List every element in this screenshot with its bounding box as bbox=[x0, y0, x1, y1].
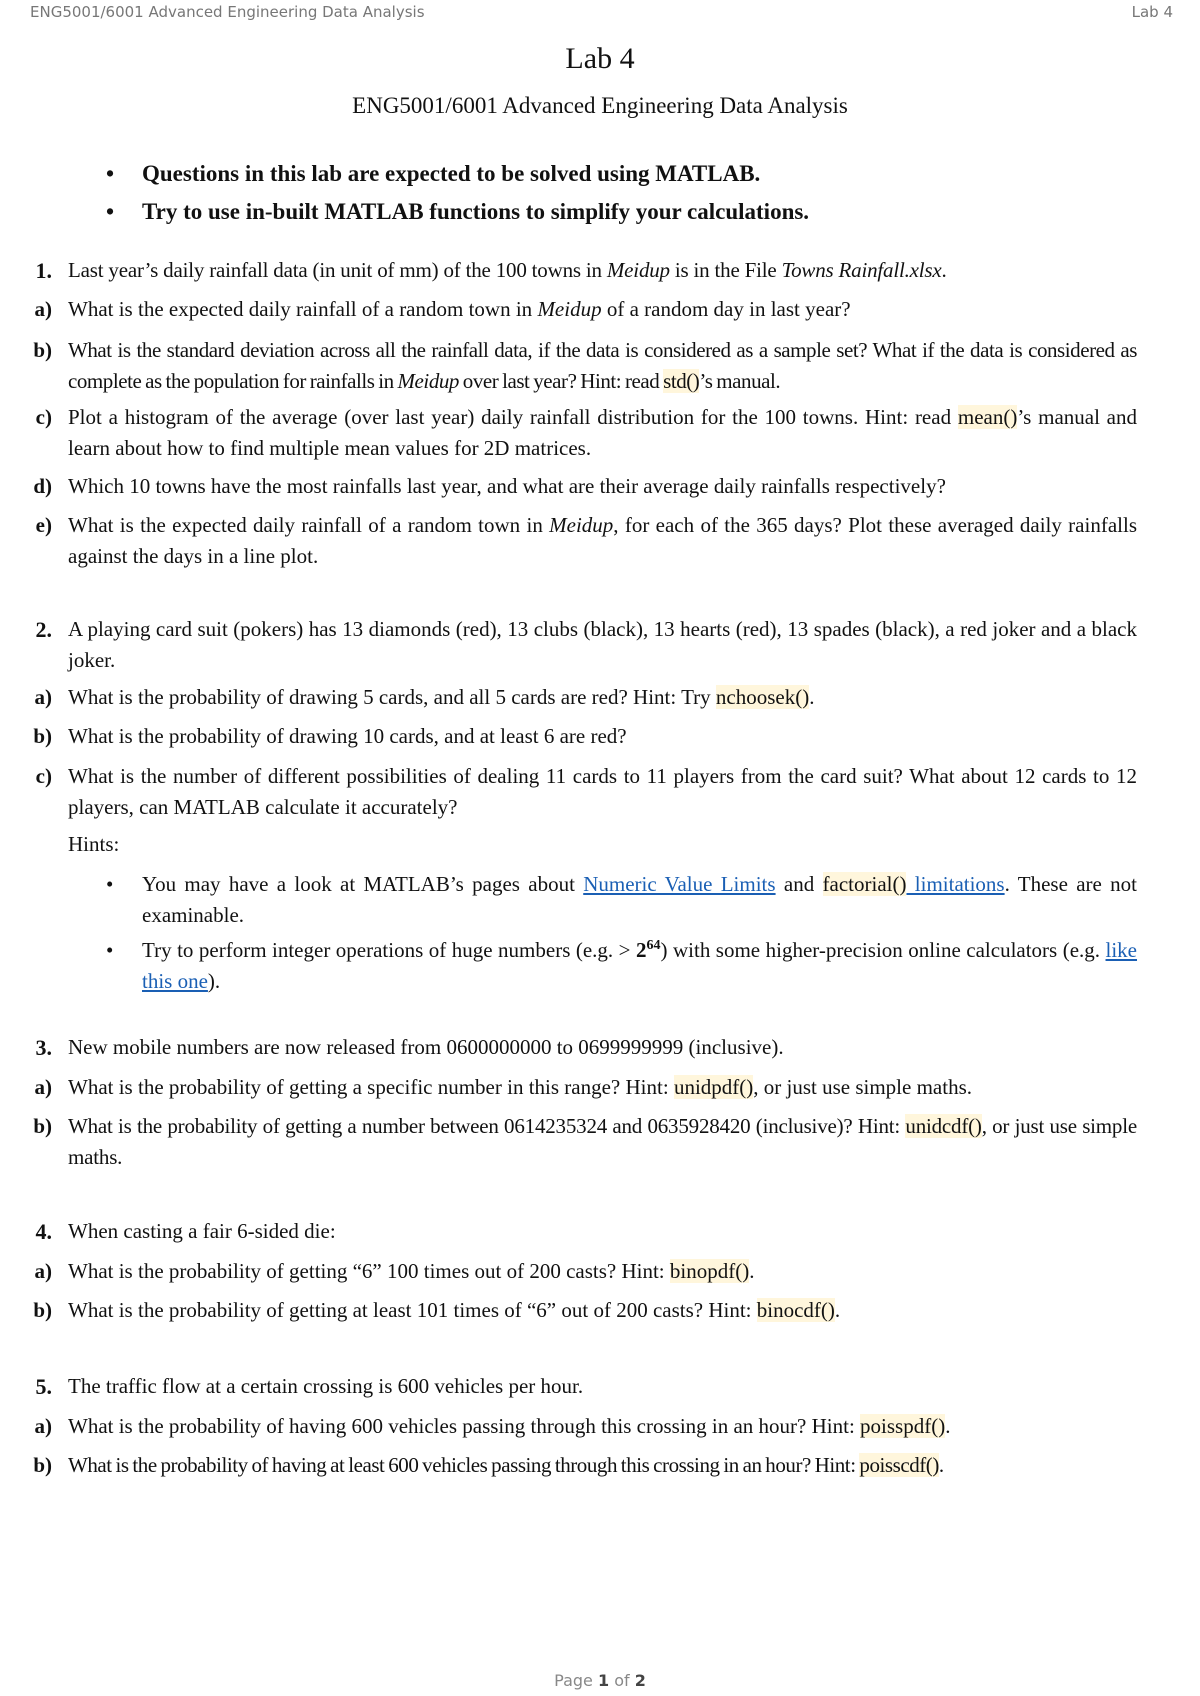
part-text: What is the probability of having 600 vehicles passing through this crossing in an hour? Hint: poisspdf(). bbox=[68, 1414, 951, 1438]
question-number: 4. bbox=[35, 1219, 52, 1244]
part-text: What is the standard deviation across all the rainfall data, if the data is considered as a sample set? What if the data is considered as complete as the population for rainfalls in Meidup over last year? Hint: read std()’s manual. bbox=[68, 338, 1137, 393]
part-label: d) bbox=[33, 474, 52, 498]
document-header-lab: Lab 4 bbox=[1131, 3, 1173, 21]
part-label: a) bbox=[34, 1075, 52, 1099]
part-label: b) bbox=[33, 1298, 52, 1322]
part-text: What is the expected daily rainfall of a random town in Meidup of a random day in last year? bbox=[68, 297, 851, 321]
part-label: b) bbox=[33, 724, 52, 748]
code-mean: mean() bbox=[957, 405, 1018, 429]
part-text: Which 10 towns have the most rainfalls last year, and what are their average daily rainfalls respectively? bbox=[68, 474, 946, 498]
viewer-header bbox=[0, 0, 1200, 26]
code-nchoosek: nchoosek() bbox=[715, 685, 810, 709]
code-factorial: factorial() bbox=[822, 872, 907, 896]
part-text: What is the probability of getting “6” 100 times out of 200 casts? Hint: binopdf(). bbox=[68, 1259, 755, 1283]
part-text: What is the probability of getting a number between 0614235324 and 0635928420 (inclusive)? Hint: unidcdf(), or just use simple maths. bbox=[68, 1114, 1137, 1169]
part-text: What is the probability of drawing 10 cards, and at least 6 are red? bbox=[68, 724, 627, 748]
code-unidpdf: unidpdf() bbox=[673, 1075, 754, 1099]
question-number: 1. bbox=[35, 258, 52, 283]
part-text: What is the probability of getting a specific number in this range? Hint: unidpdf(), or just use simple maths. bbox=[68, 1075, 973, 1099]
hints-heading: Hints: bbox=[68, 832, 120, 856]
instruction-item: • Questions in this lab are expected to be solved using MATLAB. bbox=[100, 155, 1150, 193]
part-label: c) bbox=[35, 405, 52, 429]
instructions-list bbox=[100, 155, 1150, 231]
question-text: The traffic flow at a certain crossing is 600 vehicles per hour. bbox=[68, 1374, 584, 1398]
code-poisscdf: poisscdf() bbox=[859, 1453, 939, 1477]
code-binocdf: binocdf() bbox=[756, 1298, 835, 1322]
page-indicator: Page 1 of 2 bbox=[554, 1671, 646, 1690]
part-text: What is the probability of having at least 600 vehicles passing through this crossing in an hour? Hint: poisscdf(). bbox=[68, 1453, 944, 1477]
instruction-item: • Try to use in-built MATLAB functions to simplify your calculations. bbox=[100, 193, 1150, 231]
hint-item: • Try to perform integer operations of huge numbers (e.g. > $2^{64}$) with some higher-precision online calculators (e.g. like this one). bbox=[100, 935, 1137, 997]
part-label: b) bbox=[33, 338, 52, 362]
question-text: Last year’s daily rainfall data (in unit of mm) of the 100 towns in Meidup is in the File Towns Rainfall.xlsx. bbox=[68, 258, 947, 282]
code-binopdf: binopdf() bbox=[669, 1259, 750, 1283]
link-factorial-limitations[interactable]: limitations bbox=[906, 872, 1005, 896]
question-text: New mobile numbers are now released from 0600000000 to 0699999999 (inclusive). bbox=[68, 1035, 784, 1059]
part-label: a) bbox=[34, 1414, 52, 1438]
part-text: What is the number of different possibilities of dealing 11 cards to 11 players from the card suit? What about 12 cards to 12 players, can MATLAB calculate it accurately? bbox=[68, 764, 1137, 819]
question-number: 2. bbox=[35, 617, 52, 642]
part-label: a) bbox=[34, 297, 52, 321]
part-text: What is the probability of drawing 5 cards, and all 5 cards are red? Hint: Try nchoosek(). bbox=[68, 685, 815, 709]
link-numeric-value-limits[interactable]: Numeric Value Limits bbox=[583, 872, 776, 896]
question-number: 5. bbox=[35, 1374, 52, 1399]
math-base: 2 bbox=[636, 938, 647, 962]
part-label: a) bbox=[34, 685, 52, 709]
math-exponent: 64 bbox=[646, 938, 661, 953]
document-header-title: ENG5001/6001 Advanced Engineering Data Analysis bbox=[30, 3, 425, 21]
part-label: e) bbox=[35, 513, 52, 537]
code-std: std() bbox=[663, 369, 700, 393]
hints-list bbox=[100, 869, 1137, 997]
question-number: 3. bbox=[35, 1035, 52, 1060]
part-text: Plot a histogram of the average (over last year) daily rainfall distribution for the 100 towns. Hint: read mean()’s manual and learn about how to find multiple mean values for 2D matrices. bbox=[68, 405, 1138, 460]
code-unidcdf: unidcdf() bbox=[905, 1114, 982, 1138]
question-text: When casting a fair 6-sided die: bbox=[68, 1219, 336, 1243]
part-label: a) bbox=[34, 1259, 52, 1283]
page-subtitle: ENG5001/6001 Advanced Engineering Data Analysis bbox=[352, 93, 848, 118]
part-label: b) bbox=[33, 1114, 52, 1138]
part-label: b) bbox=[33, 1453, 52, 1477]
question-text: A playing card suit (pokers) has 13 diamonds (red), 13 clubs (black), 13 hearts (red), 13 spades (black), a red joker and a black joker. bbox=[68, 617, 1137, 672]
link-online-calculator[interactable]: like this one bbox=[142, 938, 1138, 993]
hint-item: • You may have a look at MATLAB’s pages about Numeric Value Limits and factorial() limitations. These are not examinable. bbox=[100, 869, 1137, 931]
part-text: What is the expected daily rainfall of a random town in Meidup, for each of the 365 days? Plot these averaged daily rainfalls against the days in a line plot. bbox=[68, 513, 1137, 568]
code-poisspdf: poisspdf() bbox=[860, 1414, 946, 1438]
part-label: c) bbox=[35, 764, 52, 788]
page-title: Lab 4 bbox=[565, 42, 635, 75]
part-text: What is the probability of getting at least 101 times of “6” out of 200 casts? Hint: binocdf(). bbox=[68, 1298, 841, 1322]
